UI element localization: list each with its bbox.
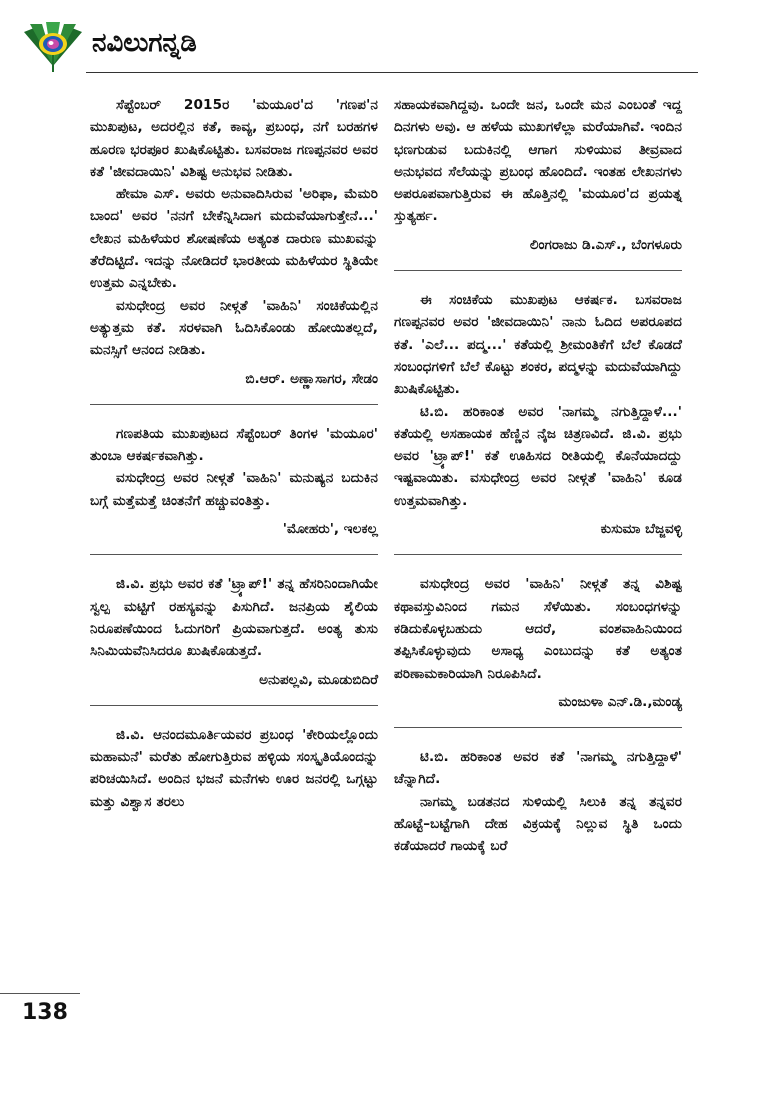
- letter-paragraph: ವಸುಧೇಂದ್ರ ಅವರ 'ವಾಹಿನಿ' ನೀಳ್ಗತೆ ತನ್ನ ವಿಶಿಷ್ಟ ಕಥಾವಸ್ತುವಿನಿಂದ ಗಮನ ಸೆಳೆಯಿತು. ಸಂಬಂಧಗಳನ್ನು ಕಡಿದುಕೊಳ್ಳಬಹುದು ಆದರೆ, ವಂಶವಾಹಿನಿಯಿಂದ ತಪ್ಪಿಸಿಕೊಳ್ಳುವುದು ಅಸಾಧ್ಯ ಎಂಬುದನ್ನು ಕತೆ ಅತ್ಯಂತ ಪರಿಣಾಮಕಾರಿಯಾಗಿ ನಿರೂಪಿಸಿದೆ.: [394, 576, 682, 682]
- letter-paragraph: ವಸುಧೇಂದ್ರ ಅವರ ನೀಳ್ಗತೆ 'ವಾಹಿನಿ' ಸಂಚಿಕೆಯಲ್ಲಿನ ಅತ್ಯುತ್ತಮ ಕತೆ. ಸರಳವಾಗಿ ಓದಿಸಿಕೊಂಡು ಹೋಯಿತಲ್ಲದೆ, ಮನಸ್ಸಿಗೆ ಆನಂದ ನೀಡಿತು.: [90, 297, 378, 359]
- letter-paragraph: ಟಿ.ಬಿ. ಹರಿಕಾಂತ ಅವರ ಕತೆ 'ನಾಗಮ್ಮ ನಗುತ್ತಿದ್ದಾಳೆ' ಚೆನ್ನಾಗಿದೆ.: [394, 749, 682, 788]
- letter-signature: ಕುಸುಮಾ ಬೆಜ್ಜವಳ್ಳಿ: [600, 521, 682, 538]
- letter-signature: ಅನುಪಲ್ಲವಿ, ಮೂಡುಬಿದಿರೆ: [259, 671, 378, 688]
- letter-paragraph: ಸಹಾಯಕವಾಗಿದ್ದವು. ಒಂದೇ ಜನ, ಒಂದೇ ಮನ ಎಂಬಂತೆ ಇದ್ದ ದಿನಗಳು ಅವು. ಆ ಹಳೆಯ ಮುಖಗಳೆಲ್ಲಾ ಮರೆಯಾಗಿವೆ. ಇಂದಿನ ಭಣಗುಡುವ ಬದುಕಿನಲ್ಲಿ ಆಗಾಗ ಸುಳಿಯುವ ತೀವ್ರವಾದ ಅನುಭವದ ಸೆಲೆಯನ್ನು ಪ್ರಬಂಧ ಹೊಂದಿದೆ. ಇಂತಹ ಲೇಖನಗಳು ಅಪರೂಪವಾಗುತ್ತಿರುವ ಈ ಹೊತ್ತಿನಲ್ಲಿ 'ಮಯೂರ'ದ ಪ್ರಯತ್ನ ಸ್ತುತ್ಯರ್ಹ.: [394, 97, 682, 225]
- letter-divider: [90, 705, 378, 706]
- letter-block: [394, 289, 682, 540]
- letter-block: [394, 746, 682, 857]
- letter-paragraph: ನಾಗಮ್ಮ ಬಡತನದ ಸುಳಿಯಲ್ಲಿ ಸಿಲುಕಿ ತನ್ನ ತನ್ನವರ ಹೊಟ್ಟೆ–ಬಟ್ಟೆಗಾಗಿ ದೇಹ ವಿಕ್ರಯಕ್ಕೆ ನಿಲ್ಲುವ ಸ್ಥಿತಿ ಒಂದು ಕಡೆಯಾದರೆ ಗಾಯಕ್ಕೆ ಬರೆ: [394, 793, 682, 855]
- letter-divider: [90, 404, 378, 405]
- letter-divider: [90, 554, 378, 555]
- letter-divider: [394, 727, 682, 728]
- peacock-feather-logo-icon: [20, 22, 86, 72]
- masthead: [20, 22, 680, 74]
- page-number: 138: [22, 1000, 68, 1025]
- letter-paragraph: ಜಿ.ವಿ. ಆನಂದಮೂರ್ತಿಯವರ ಪ್ರಬಂಧ 'ಕೇರಿಯಲ್ಲೊಂದು ಮಹಾಮನೆ' ಮರೆತು ಹೋಗುತ್ತಿರುವ ಹಳ್ಳಿಯ ಸಂಸ್ಕೃತಿಯೊಂದನ್ನು ಪರಿಚಯಿಸಿದೆ. ಅಂದಿನ ಭಜನೆ ಮನೆಗಳು ಊರ ಜನರಲ್ಲಿ ಒಗ್ಗಟ್ಟು ಮತ್ತು ವಿಶ್ವಾಸ ತರಲು: [90, 726, 378, 810]
- right-column: [394, 94, 682, 858]
- letter-block: [90, 724, 378, 813]
- letter-divider: [394, 554, 682, 555]
- letter-divider: [394, 270, 682, 271]
- letter-block: [394, 94, 682, 256]
- header-rule: [86, 72, 698, 73]
- magazine-section-title: ನವಿಲುಗನ್ನಡಿ: [92, 28, 197, 58]
- letter-paragraph: ಸೆಪ್ಟೆಂಬರ್ 2015ರ 'ಮಯೂರ'ದ 'ಗಣಪ'ನ ಮುಖಪುಟ, ಅದರಲ್ಲಿನ ಕತೆ, ಕಾವ್ಯ, ಪ್ರಬಂಧ, ನಗೆ ಬರಹಗಳ ಹೂರಣ ಭರಪೂರ ಖುಷಿಕೊಟ್ಟಿತು. ಬಸವರಾಜ ಗಣಪ್ಪನವರ ಅವರ ಕತೆ 'ಜೀವದಾಯಿನಿ' ವಿಶಿಷ್ಟ ಅನುಭವ ನೀಡಿತು.: [90, 97, 378, 180]
- footer-rule: [0, 993, 80, 994]
- letter-paragraph: ಹೇಮಾ ಎಸ್. ಅವರು ಅನುವಾದಿಸಿರುವ 'ಅರಿಫಾ, ಮೆಮರಿ ಬಾಂದ' ಅವರ 'ನನಗೆ ಬೇಕೆನ್ನಿಸಿದಾಗ ಮದುವೆಯಾಗುತ್ತೇನೆ...' ಲೇಖನ ಮಹಿಳೆಯರ ಶೋಷಣೆಯ ಅತ್ಯಂತ ದಾರುಣ ಮುಖವನ್ನು ತೆರೆದಿಟ್ಟಿದೆ. ಇದನ್ನು ನೋಡಿದರೆ ಭಾರತೀಯ ಮಹಿಳೆಯರ ಸ್ಥಿತಿಯೇ ಉತ್ತಮ ಎನ್ನಬೇಕು.: [90, 186, 378, 292]
- letter-signature: ಲಿಂಗರಾಜು ಡಿ.ಎಸ್., ಬೆಂಗಳೂರು: [529, 236, 682, 253]
- letter-signature: ಬಿ.ಆರ್. ಅಣ್ಣಾಸಾಗರ, ಸೇಡಂ: [245, 370, 378, 387]
- letter-paragraph: ಜಿ.ವಿ. ಪ್ರಭು ಅವರ ಕತೆ 'ಟ್ರ್ಯಾಪ್!' ತನ್ನ ಹೆಸರಿನಿಂದಾಗಿಯೇ ಸ್ವಲ್ಪ ಮಟ್ಟಿಗೆ ರಹಸ್ಯವನ್ನು ಪಿಸುಗಿದೆ. ಜನಪ್ರಿಯ ಶೈಲಿಯ ನಿರೂಪಣೆಯಿಂದ ಓದುಗರಿಗೆ ಪ್ರಿಯವಾಗುತ್ತದೆ. ಅಂತ್ಯ ತುಸು ಸಿನಿಮಿಯವೆನಿಸಿದರೂ ಖುಷಿಕೊಡುತ್ತದೆ.: [90, 576, 378, 660]
- letter-block: [90, 573, 378, 690]
- letter-paragraph: ಟಿ.ಬಿ. ಹರಿಕಾಂತ ಅವರ 'ನಾಗಮ್ಮ ನಗುತ್ತಿದ್ದಾಳೆ...' ಕತೆಯಲ್ಲಿ ಅಸಹಾಯಕ ಹೆಣ್ಣಿನ ನೈಜ ಚಿತ್ರಣವಿದೆ. ಜಿ.ವಿ. ಪ್ರಭು ಅವರ 'ಟ್ರ್ಯಾಪ್!' ಕತೆ ಊಹಿಸದ ರೀತಿಯಲ್ಲಿ ಕೊನೆಯಾದದ್ದು ಇಷ್ಟವಾಯಿತು. ವಸುಧೇಂದ್ರ ಅವರ ನೀಳ್ಗತೆ 'ವಾಹಿನಿ' ಕೂಡ ಉತ್ತಮವಾಗಿತ್ತು.: [394, 403, 682, 509]
- letter-signature: 'ಮೋಹರು', ಇಲಕಲ್ಲ: [282, 521, 378, 538]
- left-column: [90, 94, 378, 813]
- letter-signature: ಮಂಜುಳಾ ಎನ್.ಡಿ.,ಮಂಡ್ಯ: [558, 693, 682, 710]
- letter-paragraph: ಗಣಪತಿಯ ಮುಖಪುಟದ ಸೆಪ್ಟೆಂಬರ್ ತಿಂಗಳ 'ಮಯೂರ' ತುಂಬಾ ಆಕರ್ಷಕವಾಗಿತ್ತು.: [90, 425, 378, 465]
- letter-paragraph: ವಸುಧೇಂದ್ರ ಅವರ ನೀಳ್ಗತೆ 'ವಾಹಿನಿ' ಮನುಷ್ಯನ ಬದುಕಿನ ಬಗ್ಗೆ ಮತ್ತೆಮತ್ತೆ ಚಿಂತನೆಗೆ ಹಚ್ಚುವಂತಿತ್ತು.: [90, 470, 378, 509]
- letter-block: [394, 573, 682, 713]
- letter-block: [90, 94, 378, 390]
- letter-block: [90, 423, 378, 540]
- letter-paragraph: ಈ ಸಂಚಿಕೆಯ ಮುಖಪುಟ ಆಕರ್ಷಕ. ಬಸವರಾಜ ಗಣಪ್ಪನವರ ಅವರ 'ಜೀವದಾಯಿನಿ' ನಾನು ಓದಿದ ಅಪರೂಪದ ಕತೆ. 'ಎಲೆ... ಪದ್ಮ...' ಕತೆಯಲ್ಲಿ ಶ್ರೀಮಂತಿಕೆಗೆ ಬೆಲೆ ಕೊಡದೆ ಸಂಬಂಧಗಳಿಗೆ ಬೆಲೆ ಕೊಟ್ಟು ಶಂಕರ, ಪದ್ಮಳನ್ನು ಮದುವೆಯಾಗಿದ್ದು ಖುಷಿಕೊಟ್ಟಿತು.: [394, 292, 682, 398]
